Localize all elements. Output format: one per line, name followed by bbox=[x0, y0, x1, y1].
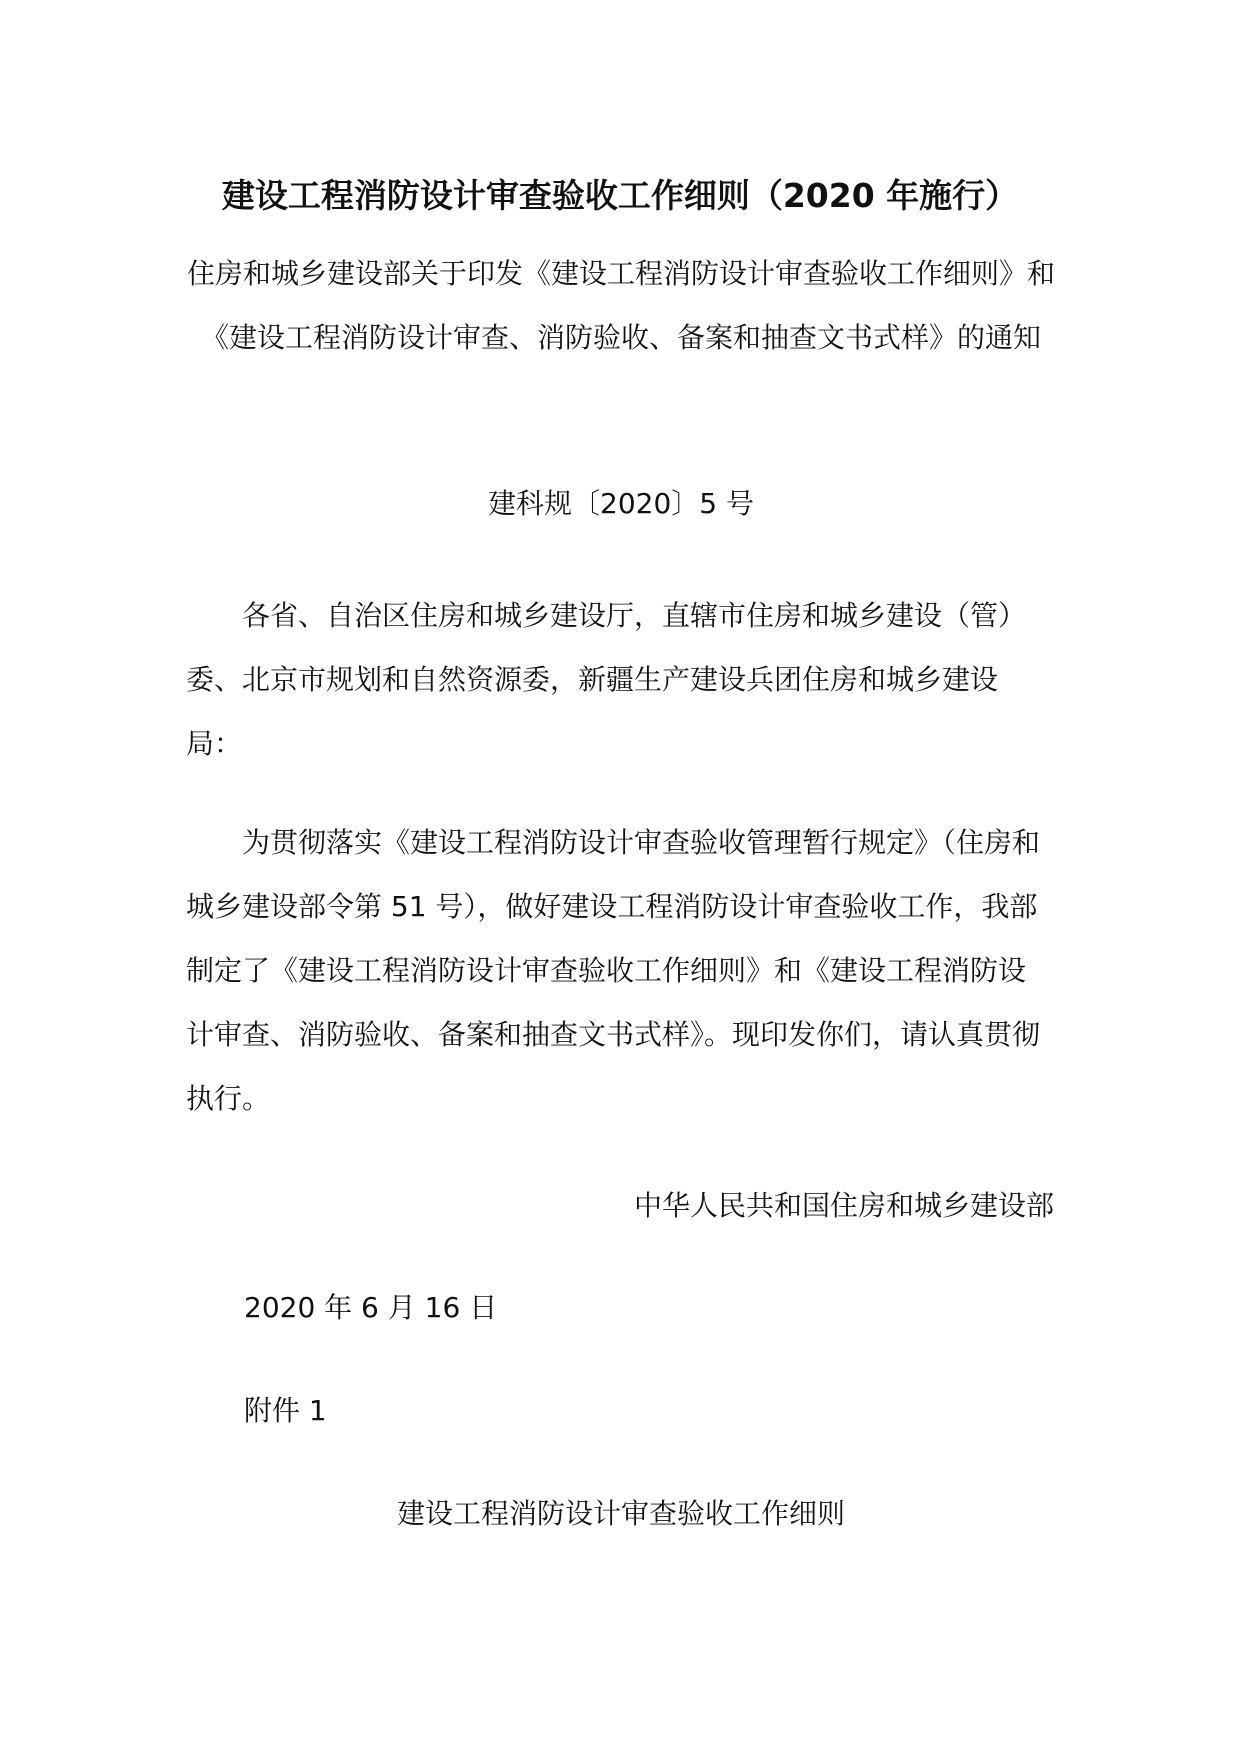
notice-title: 住房和城乡建设部关于印发《建设工程消防设计审查验收工作细则》和《建设工程消防设计审查、消防验收、备案和抽查文书式样》的通知 bbox=[186, 257, 1055, 354]
attachment-title: 建设工程消防设计审查验收工作细则 bbox=[396, 1497, 845, 1530]
document-title: 建设工程消防设计审查验收工作细则（2020 年施行） bbox=[221, 176, 1019, 215]
attachment-label: 附件 1 bbox=[244, 1394, 327, 1427]
addressee-paragraph: 各省、自治区住房和城乡建设厅，直辖市住房和城乡建设（管）委、北京市规划和自然资源委，新疆生产建设兵团住房和城乡建设局： bbox=[186, 599, 1027, 760]
document-number: 建科规〔2020〕5 号 bbox=[488, 487, 754, 520]
issue-date: 2020 年 6 月 16 日 bbox=[244, 1291, 498, 1324]
issuer-signature: 中华人民共和国住房和城乡建设部 bbox=[633, 1189, 1054, 1222]
body-paragraph: 为贯彻落实《建设工程消防设计审查验收管理暂行规定》（住房和城乡建设部令第 51 号），做好建设工程消防设计审查验收工作，我部制定了《建设工程消防设计审查验收工作细则》和《建设工程消防设计审查、消防验收、备案和抽查文书式样》。现印发你们，请认真贯彻执行。 bbox=[186, 826, 1041, 1115]
